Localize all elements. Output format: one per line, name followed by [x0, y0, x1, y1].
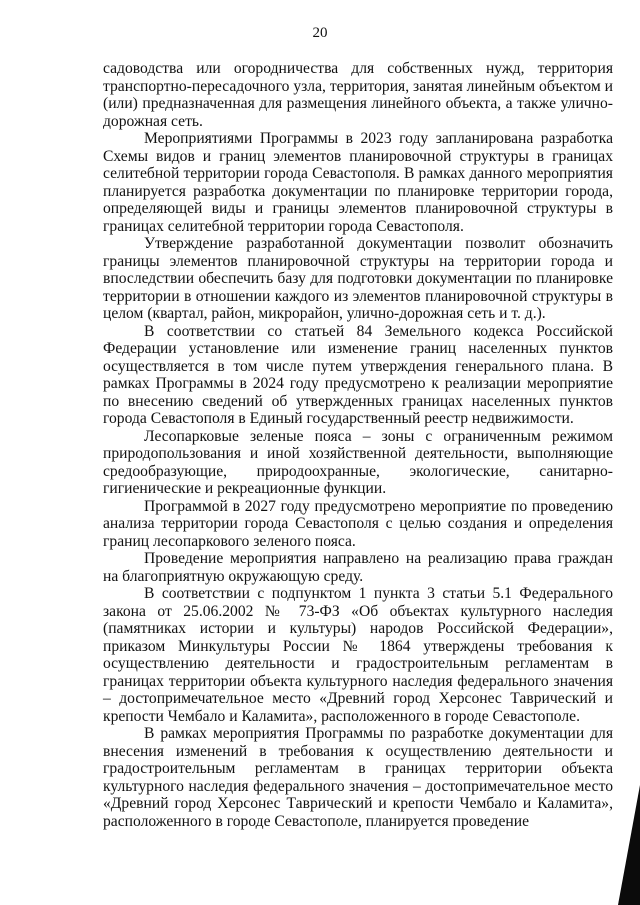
- paragraph-citizens-rights: Проведение мероприятия направлено на реализацию права граждан на благоприятную окружающую среду.: [103, 550, 613, 585]
- paragraph-schema-development: Мероприятиями Программы в 2023 году запланирована разработка Схемы видов и границ элементов планировочной структуры в границах селитебной территории города Севастополя. В рамках данного мероприятия планируется разработка документации по планировке территории города, определяющей виды и границы элементов планировочной структуры в границах селитебной территории города Севастополя.: [103, 130, 613, 235]
- paragraph-forest-belts-definition: Лесопарковые зеленые пояса – зоны с ограниченным режимом природопользования и иной хозяйственной деятельности, выполняющие средообразующие, природоохранные, экологические, санитарно-гигиенические и рекреационные функции.: [103, 427, 613, 497]
- paragraph-land-code: В соответствии со статьей 84 Земельного кодекса Российской Федерации установление или изменение границ населенных пунктов осуществляется в том числе путем утверждения генерального плана. В рамках Программы в 2024 году предусмотрено к реализации мероприятие по внесению сведений об утвержденных границах населенных пунктов города Севастополя в Единый государственный реестр недвижимости.: [103, 322, 613, 427]
- paragraph-continued: садоводства или огородничества для собственных нужд, территория транспортно-пересадочного узла, территория, занятая линейным объектом и (или) предназначенная для размещения линейного объекта, а также улично-дорожная сеть.: [103, 60, 613, 130]
- paragraph-documentation-changes: В рамках мероприятия Программы по разработке документации для внесения изменений в требования к осуществлению деятельности и градостроительным регламентам в границах территории объекта культурного наследия федерального значения – достопримечательное место «Древний город Херсонес Таврический и крепости Чембало и Каламита», расположенного в городе Севастополе, планируется проведение: [103, 725, 613, 830]
- paragraph-2027-analysis: Программой в 2027 году предусмотрено мероприятие по проведению анализа территории города Севастополя с целью создания и определения границ лесопаркового зеленого пояса.: [103, 497, 613, 550]
- document-body: [103, 60, 613, 830]
- page-number: 20: [312, 25, 328, 41]
- paragraph-approval: Утверждение разработанной документации позволит обозначить границы элементов планировочной структуры на территории города и впоследствии обеспечить базу для подготовки документации по планировке территории в отношении каждого из элементов планировочной структуры в целом (квартал, район, микрорайон, улично-дорожная сеть и т. д.).: [103, 235, 613, 322]
- paragraph-federal-law: В соответствии с подпунктом 1 пункта 3 статьи 5.1 Федерального закона от 25.06.2002 № 73-ФЗ «Об объектах культурного наследия (памятниках истории и культуры) народов Российской Федерации», приказом Минкультуры России № 1864 утверждены требования к осуществлению деятельности и градостроительным регламентам в границах территории объекта культурного наследия федерального значения – достопримечательное место «Древний город Херсонес Таврический и крепости Чембало и Каламита», расположенного в городе Севастополе.: [103, 585, 613, 725]
- scan-edge-shadow: [618, 785, 640, 905]
